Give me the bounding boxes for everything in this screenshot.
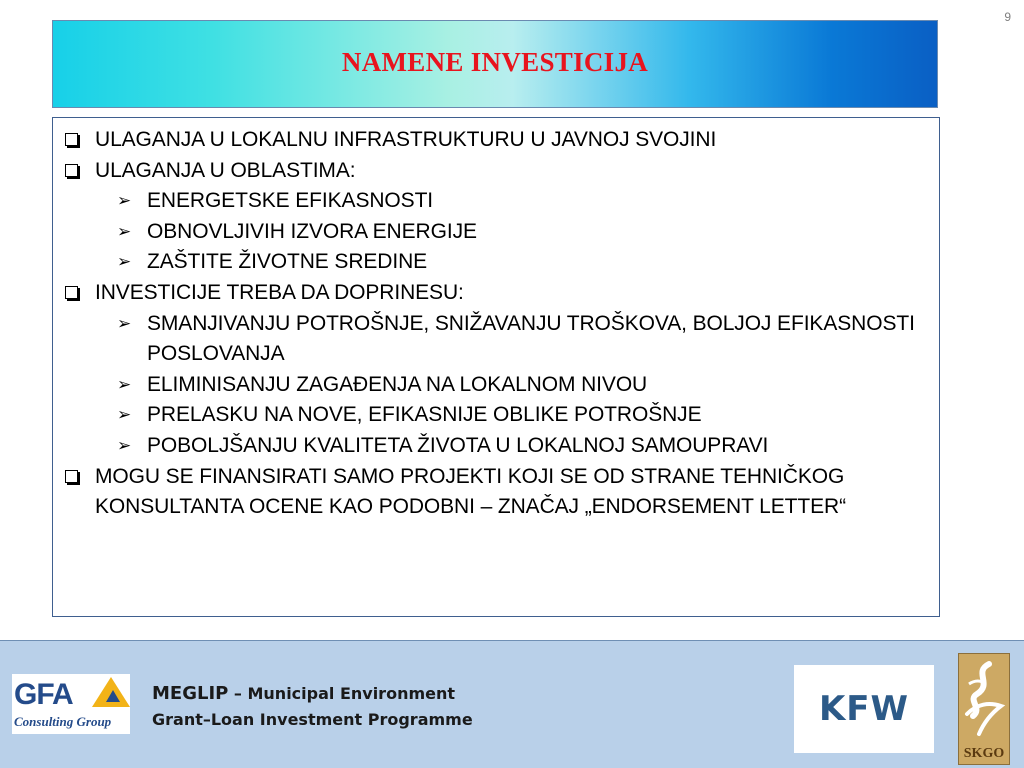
program-dash: – bbox=[228, 684, 248, 703]
list-item-text: SMANJIVANJU POTROŠNJE, SNIŽAVANJU TROŠKOVA, BOLJOJ EFIKASNOSTI POSLOVANJA bbox=[147, 311, 915, 366]
list-item-text: PRELASKU NA NOVE, EFIKASNIJE OBLIKE POTROŠNJE bbox=[147, 403, 702, 427]
program-title-line2: Grant–Loan Investment Programme bbox=[152, 710, 473, 729]
program-title-line1 bbox=[152, 681, 473, 707]
list-item-text: ELIMINISANJU ZAGAĐENJA NA LOKALNOM NIVOU bbox=[147, 372, 648, 396]
gfa-logo bbox=[12, 674, 130, 734]
slide-title: NAMENE INVESTICIJA bbox=[341, 46, 649, 77]
arrow-bullet-icon: ➢ bbox=[117, 435, 132, 456]
checkbox-icon bbox=[65, 125, 78, 156]
list-item bbox=[53, 156, 939, 187]
sub-list-item bbox=[53, 370, 939, 401]
program-title bbox=[152, 681, 473, 733]
program-line1-rest: Municipal Environment bbox=[247, 684, 456, 703]
arrow-bullet-icon: ➢ bbox=[117, 191, 132, 212]
arrow-bullet-icon: ➢ bbox=[117, 405, 132, 426]
program-name: MEGLIP bbox=[152, 683, 229, 704]
sub-list-item bbox=[53, 400, 939, 431]
checkbox-square-icon bbox=[65, 286, 78, 299]
sub-list-item bbox=[53, 247, 939, 278]
checkbox-icon bbox=[65, 278, 78, 309]
gfa-triangle-inner-icon bbox=[106, 690, 120, 702]
list-item bbox=[53, 125, 939, 156]
list-item-text: ULAGANJA U LOKALNU INFRASTRUKTURU U JAVNOJ SVOJINI bbox=[95, 128, 717, 151]
arrow-bullet-icon: ➢ bbox=[117, 221, 132, 242]
list-item-text: ENERGETSKE EFIKASNOSTI bbox=[147, 189, 434, 213]
sub-list-item bbox=[53, 217, 939, 248]
list-item-text: INVESTICIJE TREBA DA DOPRINESU: bbox=[95, 280, 464, 304]
list-item-text: OBNOVLJIVIH IZVORA ENERGIJE bbox=[147, 219, 477, 243]
checkbox-icon bbox=[65, 156, 78, 187]
arrow-bullet-icon: ➢ bbox=[117, 374, 132, 395]
list-item bbox=[53, 462, 939, 523]
content-box bbox=[52, 117, 940, 617]
checkbox-square-icon bbox=[65, 133, 78, 146]
skgo-logo bbox=[958, 653, 1010, 765]
gfa-logo-letters: GFA bbox=[14, 678, 73, 711]
skgo-logo-text: SKGO bbox=[963, 746, 1005, 761]
list-item-text: ULAGANJA U OBLASTIMA: bbox=[95, 158, 356, 182]
slide-number: 9 bbox=[1004, 10, 1011, 24]
title-bar bbox=[52, 20, 938, 108]
list-item-text: POBOLJŠANJU KVALITETA ŽIVOTA U LOKALNOJ SAMOUPRAVI bbox=[147, 433, 769, 457]
bullet-list bbox=[53, 118, 939, 523]
checkbox-icon bbox=[65, 462, 78, 493]
kfw-logo bbox=[794, 665, 934, 753]
arrow-bullet-icon: ➢ bbox=[117, 313, 132, 334]
gfa-logo-subtitle: Consulting Group bbox=[14, 714, 112, 729]
arrow-bullet-icon: ➢ bbox=[117, 252, 132, 273]
list-item-text: MOGU SE FINANSIRATI SAMO PROJEKTI KOJI SE OD STRANE TEHNIČKOG KONSULTANTA OCENE KAO PODOBNI – ZNAČAJ „ENDORSEMENT LETTER“ bbox=[95, 464, 846, 519]
sub-list-item bbox=[53, 431, 939, 462]
kfw-logo-text: KFW bbox=[818, 689, 910, 729]
sub-list-item bbox=[53, 309, 939, 370]
list-item-text: ZAŠTITE ŽIVOTNE SREDINE bbox=[147, 250, 428, 274]
skgo-emblem-icon bbox=[959, 654, 1009, 764]
checkbox-square-icon bbox=[65, 164, 78, 177]
footer-bar bbox=[0, 640, 1024, 768]
list-item bbox=[53, 278, 939, 309]
checkbox-square-icon bbox=[65, 470, 78, 483]
sub-list-item bbox=[53, 186, 939, 217]
